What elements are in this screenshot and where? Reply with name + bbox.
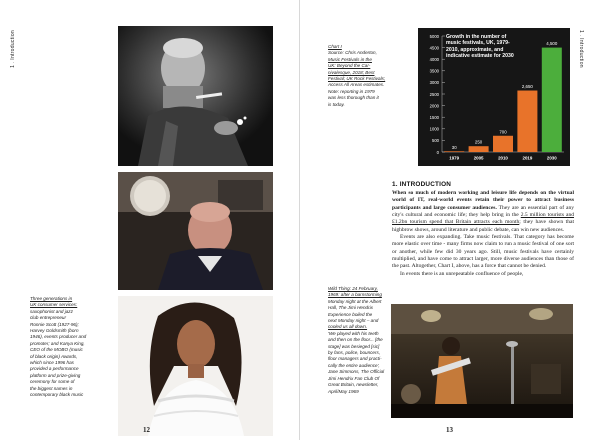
chart-canvas xyxy=(418,28,570,166)
caption-line: 'We played with his teeth xyxy=(328,330,379,336)
caption-line: Access All Areas estimates. xyxy=(328,82,385,88)
caption-line: floor managers and practi- xyxy=(328,356,382,362)
bar-2019 xyxy=(517,91,537,152)
x-tick-label: 2019 xyxy=(522,155,533,161)
caption-line: Jane Simmons, The Official xyxy=(328,369,385,375)
caption-line: April/May 1969 xyxy=(328,388,359,394)
music-festival-chart xyxy=(418,28,570,166)
y-tick-label: 0 xyxy=(436,149,439,155)
chart-title-text: Growth in the number of music festivals, UK, 1979-2010, approximate, and indicative estimate for 2030 xyxy=(446,34,514,60)
caption-line: Great Britain, newsletter, xyxy=(328,382,379,388)
caption-line: cooled us all down. xyxy=(328,324,368,330)
caption-line: was less thorough than it xyxy=(328,95,379,101)
caption-line: promoter; and Kanya King, xyxy=(30,340,85,346)
chart-caption xyxy=(328,44,412,108)
caption-line: CEO of the MOBO (music xyxy=(30,347,83,353)
x-tick-label: 1979 xyxy=(449,155,460,161)
caption-line: provided a performance xyxy=(30,366,79,372)
x-tick-label: 2010 xyxy=(498,155,508,161)
caption-line: 1969: after a barnstorming xyxy=(328,292,382,298)
y-tick-label: 4500 xyxy=(429,45,439,51)
page-number-left: 12 xyxy=(143,426,150,434)
left-caption xyxy=(30,296,112,399)
bar-2005 xyxy=(469,146,489,152)
bar-value-label: 30 xyxy=(451,144,457,150)
chart-title xyxy=(446,34,518,74)
bar-value-label: 2,650 xyxy=(521,84,533,90)
caption-line: next Monday night – and xyxy=(328,318,379,324)
y-tick-label: 2000 xyxy=(429,103,439,109)
bar-2030 xyxy=(542,48,562,152)
caption-line: ceremony for some of xyxy=(30,379,75,385)
caption-line: Monday night at the Albert xyxy=(328,298,382,304)
caption-line: cally the entire audience', xyxy=(328,362,380,368)
caption-line: Three generations in xyxy=(30,296,73,301)
caption-line: stage] was besieged [sic] xyxy=(328,343,380,349)
y-tick-label: 2500 xyxy=(429,91,439,97)
y-tick-label: 3000 xyxy=(429,80,439,86)
caption-line: Chart I xyxy=(328,44,342,49)
y-tick-label: 4000 xyxy=(429,57,439,62)
running-head-left: 1 . Introduction xyxy=(10,30,16,68)
body-text xyxy=(392,190,574,278)
x-tick-label: 2030 xyxy=(546,155,557,161)
y-tick-label: 500 xyxy=(432,138,439,144)
caption-line: of black origin) Awards, xyxy=(30,353,78,359)
caption-line: Jimi Hendrix Fan Club Of xyxy=(328,375,380,381)
caption-line: which since 1996 has xyxy=(30,360,74,366)
y-tick-label: 1000 xyxy=(429,126,439,132)
y-tick-label: 1500 xyxy=(429,115,439,120)
bar-value-label: 4,500 xyxy=(546,41,558,47)
caption-line: Note: reporting in 1979 xyxy=(328,88,375,94)
caption-line: club entrepreneur xyxy=(30,315,67,321)
caption-line: UK: Beyond the Car- xyxy=(328,63,371,69)
photo-hendrix-concert xyxy=(391,304,573,418)
x-tick-label: 2005 xyxy=(473,155,484,161)
caption-line: nivalesque, 2018; Best xyxy=(328,69,375,75)
paragraph-1-body-a: They are an essential part of any city's cultural and economic life; they help bring in the xyxy=(392,204,574,219)
photo-harvey-goldsmith xyxy=(118,172,273,290)
bar-value-label: 250 xyxy=(474,139,483,145)
caption-line: platform and prize-giving xyxy=(30,372,81,378)
paragraph-1-body-b: ; they have shown that highbrow shows, around literature and public debate, can win new audiences. xyxy=(392,219,574,233)
caption-line: Experience boiled the xyxy=(328,311,373,317)
caption-line: Festival; UK Rock Festivals; xyxy=(328,76,386,82)
caption-line: Ronnie Scott (1927-96); xyxy=(30,321,79,327)
bar-1979 xyxy=(444,151,464,152)
photo-ronnie-scott xyxy=(118,26,273,166)
paragraph-3: In events there is an unrepeatable confluence of people, xyxy=(400,270,524,277)
paragraph-1 xyxy=(392,190,574,234)
paragraph-1-link[interactable]: 2.5 million tourists and £1.2bn tourism spend that Britain attracts each month xyxy=(392,212,575,226)
caption-line: the biggest names in xyxy=(30,385,73,391)
caption-line: UK consumer services: xyxy=(30,302,78,308)
paragraph-1-lead: When so much of modern working and leisure life depends on the virtual world of IT, real-world events retain their power to attract business participants and large consumer audiences. xyxy=(392,190,574,211)
caption-line: Wild Thing: 24 February, xyxy=(328,286,378,291)
bar-2010 xyxy=(493,136,513,152)
paragraph-2: Events are also expanding. Take music festivals. That category has become more elastic over time - many firms now claim to run a music festival of one sort or another, while few did 30 years ago. Still, music festivals have certainly multiplied, and have come to attract larger, more diverse audiences than those of the past. Altogether, Chart I, above, has a force that cannot be denied. xyxy=(392,234,574,270)
caption-line: and then on the floor... [the xyxy=(328,337,383,343)
page-number-right: 13 xyxy=(446,426,453,434)
running-head-right: 1 . Introduction xyxy=(578,30,584,68)
caption-line: Source: Chris Anderton, xyxy=(328,50,377,56)
y-tick-label: 3500 xyxy=(429,68,439,74)
caption-line: by fans, police, bouncers, xyxy=(328,350,381,356)
caption-line: Harvey Goldsmith (born xyxy=(30,328,79,334)
y-tick-label: 5000 xyxy=(429,33,439,39)
caption-line: saxophonist and jazz xyxy=(30,308,73,314)
bar-value-label: 700 xyxy=(499,129,507,135)
photo-kanya-king xyxy=(118,296,273,436)
caption-line: Hall, The Jimi Hendrix xyxy=(328,305,373,311)
caption-line: is today. xyxy=(328,101,345,107)
caption-line: contemporary black music xyxy=(30,392,84,398)
caption-line: 1946), events producer and xyxy=(30,334,87,340)
section-heading: 1. INTRODUCTION xyxy=(392,181,452,188)
caption-line: Music Festivals in the xyxy=(328,56,372,62)
